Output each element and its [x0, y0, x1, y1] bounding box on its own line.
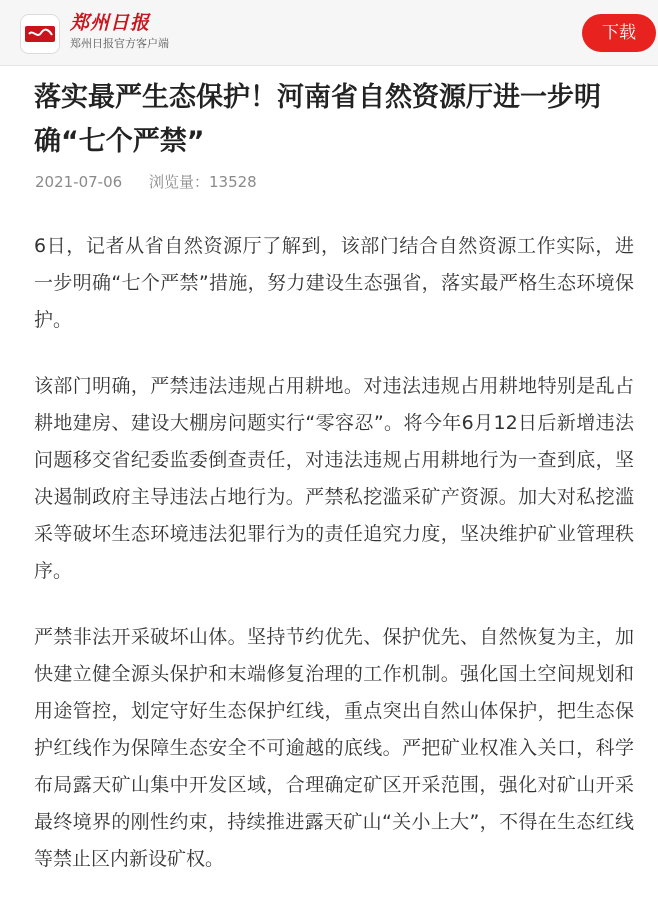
article-body — [34, 228, 634, 900]
article-meta — [35, 172, 257, 192]
newspaper-logo-icon — [21, 15, 59, 53]
article-paragraph: 该部门明确，严禁违法违规占用耕地。对违法违规占用耕地特别是乱占耕地建房、建设大棚房问题实行“零容忍”。将今年6月12日后新增违法问题移交省纪委监委倒查责任，对违法违规占用耕地行为一查到底，坚决遏制政府主导违法占地行为。严禁私挖滥采矿产资源。加大对私挖滥采等破坏生态环境违法犯罪行为的责任追究力度，坚决维护矿业管理秩序。 — [34, 375, 634, 582]
brand-tagline: 郑州日报官方客户端 — [70, 37, 169, 50]
view-count-label: 浏览量： — [148, 173, 209, 191]
publish-date: 2021-07-06 — [35, 173, 123, 191]
view-count-value: 13528 — [208, 173, 257, 191]
app-download-banner — [0, 0, 658, 66]
article-paragraph: 严禁非法开采破坏山体。坚持节约优先、保护优先、自然恢复为主，加快建立健全源头保护和末端修复治理的工作机制。强化国土空间规划和用途管控，划定守好生态保护红线，重点突出自然山体保护，把生态保护红线作为保障生态安全不可逾越的底线。严把矿业权准入关口，科学布局露天矿山集中开发区域，合理确定矿区开采范围，强化对矿山开采最终境界的刚性约束，持续推进露天矿山“关小上大”，不得在生态红线等禁止区内新设矿权。 — [34, 626, 634, 870]
view-count — [149, 173, 257, 191]
download-button[interactable]: 下载 — [582, 14, 656, 52]
brand-name: 郑州日报 — [70, 12, 151, 34]
app-logo[interactable] — [20, 14, 60, 54]
article-paragraph: 6日，记者从省自然资源厅了解到，该部门结合自然资源工作实际，进一步明确“七个严禁”措施，努力建设生态强省，落实最严格生态环境保护。 — [34, 235, 634, 331]
article-title: 落实最严生态保护！河南省自然资源厅进一步明确“七个严禁” — [34, 82, 601, 157]
